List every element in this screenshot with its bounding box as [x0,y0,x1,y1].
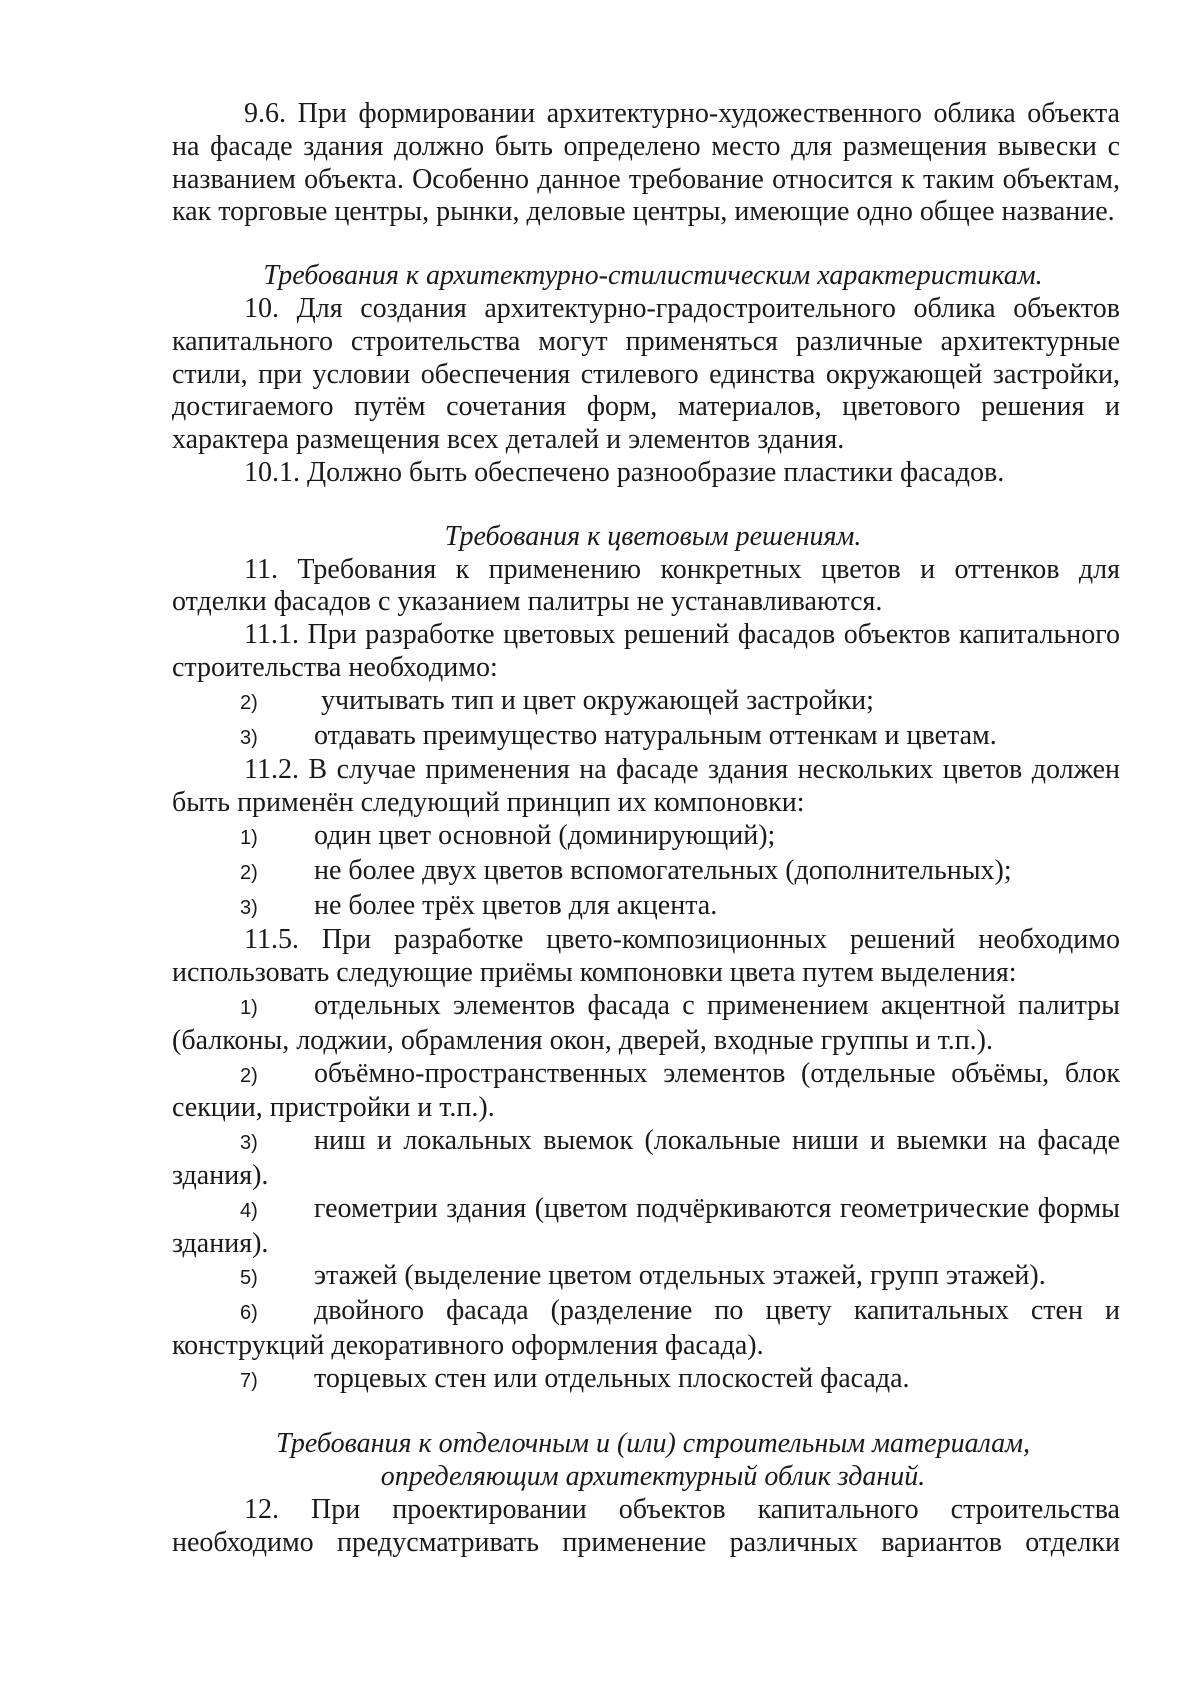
list-item-text: торцевых стен или отдельных плоскостей фасада. [314,1362,910,1394]
list-11-2 [172,820,1120,924]
list-item-text: геометрии здания (цветом подчёркиваются геометрические формы здания). [172,1192,1120,1259]
list-item-number: 6) [240,1302,258,1325]
list-item-text: двойного фасада (разделение по цвету капитальных стен и конструкций декоративного оформления фасада). [172,1295,1120,1361]
list-item-number: 2) [240,861,258,884]
spacer [172,490,1120,521]
heading-color-requirements: Требования к цветовым решениям. [444,520,862,552]
document-page [172,98,1120,1560]
list-item-number: 1) [240,826,258,849]
spacer [172,1397,1120,1428]
list-item [172,890,1120,925]
list-item [172,1260,1120,1295]
list-item-number: 4) [240,1199,258,1222]
list-item-text: объёмно-пространственных элементов (отдельные объёмы, блок секции, пристройки и т.п.). [172,1057,1120,1124]
list-item-text: не более трёх цветов для акцента. [314,889,718,921]
list-item-text: этажей (выделение цветом отдельных этажей, групп этажей). [314,1260,1046,1292]
paragraph-11: 11. Требования к применению конкретных цветов и оттенков для отделки фасадов с указанием палитры не устанавливаются. [172,553,1120,618]
paragraph-11-5: 11.5. При разработке цвето-композиционных решений необходимо использовать следующие приёмы компоновки цвета путем выделения: [172,924,1120,989]
list-11-5 [172,990,1120,1398]
paragraph-9-6: 9.6. При формировании архитектурно-художественного облика объекта на фасаде здания должно быть определено место для размещения вывески с названием объекта. Особенно данное требование относится к таким объектам, как торговые центры, рынки, деловые центры, имеющие одно общее название. [172,98,1120,228]
paragraph-12: 12. При проектировании объектов капитального строительства необходимо предусматривать применение различных вариантов отделки [172,1494,1120,1558]
list-item-text: учитывать тип и цвет окружающей застройки; [314,684,874,716]
list-11-1 [172,685,1120,755]
list-item [172,1125,1120,1193]
list-item-number: 3) [240,1132,258,1155]
list-item [172,1363,1120,1398]
list-item [172,1295,1120,1363]
list-item-number: 5) [240,1267,258,1290]
list-item [172,720,1120,755]
list-item [172,1193,1120,1261]
heading-materials-line-1: Требования к отделочным и (или) строительным материалам, [275,1428,1031,1460]
list-item [172,1058,1120,1126]
paragraph-11-2: 11.2. В случае применения на фасаде здания нескольких цветов должен быть применён следующий принцип их компоновки: [172,754,1120,819]
list-item [172,990,1120,1058]
list-item-text: ниш и локальных выемок (локальные ниши и выемки на фасаде здания). [172,1125,1120,1191]
list-item-text: не более двух цветов вспомогательных (дополнительных); [314,854,1012,886]
list-item-number: 3) [240,726,258,749]
heading-style-requirements: Требования к архитектурно-стилистическим характеристикам. [263,260,1043,292]
heading-materials-line-2: определяющим архитектурный облик зданий. [380,1461,926,1493]
paragraph-11-1: 11.1. При разработке цветовых решений фасадов объектов капитального строительства необходимо: [172,619,1120,683]
list-item-number: 7) [240,1369,258,1392]
list-item-text: отдавать преимущество натуральным оттенкам и цветам. [314,719,997,751]
paragraph-10: 10. Для создания архитектурно-градостроительного облика объектов капитального строительства могут применяться различные архитектурные стили, при условии обеспечения стилевого единства окружающей застройки, достигаемого путём сочетания форм, материалов, цветового решения и характера размещения всех деталей и элементов здания. [172,292,1120,456]
list-item-number: 2) [240,1064,258,1087]
paragraph-10-1: 10.1. Должно быть обеспечено разнообразие пластики фасадов. [244,456,1005,488]
list-item-text: отдельных элементов фасада с применением акцентной палитры (балконы, лоджии, обрамления окон, дверей, входные группы и т.п.). [172,989,1120,1056]
list-item-number: 3) [240,896,258,919]
list-item [172,685,1120,720]
list-item-text: один цвет основной (доминирующий); [314,819,776,851]
list-item-number: 2) [240,691,258,714]
list-item-number: 1) [240,996,258,1019]
spacer [172,229,1120,260]
list-item [172,820,1120,855]
list-item [172,855,1120,890]
